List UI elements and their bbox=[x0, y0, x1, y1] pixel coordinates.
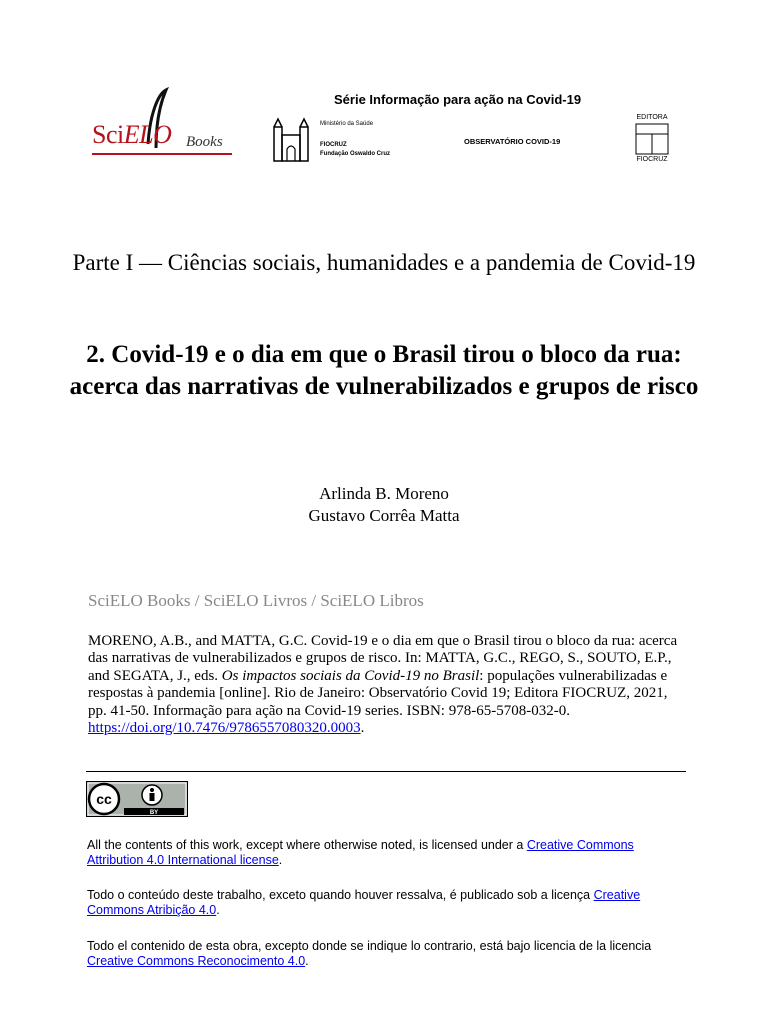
cc-by-badge[interactable] bbox=[86, 781, 188, 817]
svg-text:cc: cc bbox=[96, 791, 112, 807]
logo-underline bbox=[92, 153, 232, 155]
scielo-wordmark: SciELO bbox=[92, 120, 172, 149]
author-name: Gustavo Corrêa Matta bbox=[308, 506, 460, 525]
doi-link[interactable]: https://doi.org/10.7476/9786557080320.0003 bbox=[88, 720, 361, 737]
cc-by-icon bbox=[86, 781, 188, 817]
authors bbox=[64, 483, 704, 527]
observatorio-label: OBSERVATÓRIO COVID-19 bbox=[464, 137, 561, 146]
scielo-collections-line: SciELO Books / SciELO Livros / SciELO Libros bbox=[88, 591, 424, 610]
series-title: Série Informação para ação na Covid-19 bbox=[334, 92, 582, 107]
license-es: Todo el contenido de esta obra, excepto donde se indique lo contrario, está bajo licencia de la licencia Creative Commons Reconocimento 4.0. bbox=[87, 939, 652, 968]
citation: MORENO, A.B., and MATTA, G.C. Covid-19 e o dia em que o Brasil tirou o bloco da rua: acerca das narrativas de vulnerabilizados e grupos de risco. In: MATTA, G.C., REGO, S., SOUTO, E.P., and SEGATA, J., eds. Os impactos sociais da Covid-19 no Brasil: populações vulnerabilizadas e respostas à pandemia [online]. Rio de Janeiro: Observatório Covid 19; Editora FIOCRUZ, 2021, pp. 41-50. Informação para ação na Covid-19 series. ISBN: 978-65-5708-032-0. https://doi.org/10.7476/9786557080320.0003. bbox=[88, 633, 678, 737]
divider bbox=[86, 771, 686, 772]
license-en-link[interactable]: Creative Commons Attribution 4.0 International license bbox=[87, 838, 634, 867]
fiocruz-label: FIOCRUZ Fundação Oswaldo Cruz bbox=[320, 142, 391, 157]
author-name: Arlinda B. Moreno bbox=[319, 484, 449, 503]
editora-fiocruz-logo bbox=[628, 112, 676, 166]
license-en: All the contents of this work, except where otherwise noted, is licensed under a Creative Commons Attribution 4.0 International license. bbox=[87, 838, 634, 867]
scielo-books-logo bbox=[88, 84, 234, 156]
license-pt-link[interactable]: Creative Commons Atribição 4.0 bbox=[87, 888, 641, 917]
fiocruz-castle-icon bbox=[272, 115, 312, 163]
svg-text:BY: BY bbox=[149, 810, 159, 816]
part-title: Parte I — Ciências sociais, humanidades e a pandemia de Covid-19 bbox=[72, 250, 696, 275]
editora-fiocruz-label: FIOCRUZ bbox=[636, 156, 668, 163]
license-es-link[interactable]: Creative Commons Reconocimento 4.0 bbox=[87, 954, 306, 968]
chapter-title: 2. Covid-19 e o dia em que o Brasil tirou o bloco da rua: acerca das narrativas de vulnerabilizados e grupos de risco bbox=[69, 341, 699, 400]
fiocruz-logo bbox=[272, 115, 432, 165]
editora-label: EDITORA bbox=[636, 114, 668, 121]
ministry-label: Ministério da Saúde bbox=[320, 121, 374, 127]
license-pt: Todo o conteúdo deste trabalho, exceto quando houver ressalva, é publicado sob a licença Creative Commons Atribição 4.0. bbox=[87, 888, 641, 917]
scielo-books-label: Books bbox=[186, 134, 223, 150]
book-title: Os impactos sociais da Covid-19 no Brasil bbox=[221, 667, 480, 684]
